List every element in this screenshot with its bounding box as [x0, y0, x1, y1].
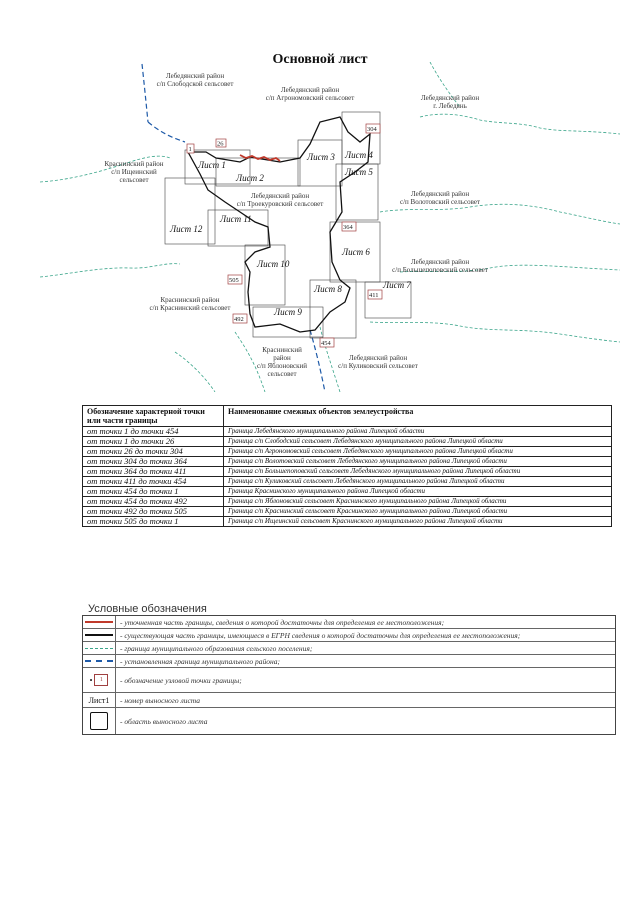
- column-header-point: Обозначение характерной точки или части границы: [83, 406, 224, 427]
- point-label: 492: [234, 316, 244, 323]
- region-label: с/п Слободской сельсовет: [156, 80, 234, 88]
- cell-range: от точки 454 до точки 492: [83, 497, 224, 507]
- legend-text: - установленная граница муниципального района;: [120, 656, 280, 666]
- refined-boundary: [240, 155, 280, 161]
- sheet-label: Лист 1: [198, 160, 226, 170]
- adjacency-table-wrapper: [82, 405, 612, 527]
- sheet-label: Лист 11: [220, 214, 252, 224]
- region-label: с/п Большепоповский сельсовет: [392, 266, 488, 274]
- point-label: 505: [229, 277, 239, 284]
- point-label: 411: [369, 292, 379, 299]
- region-label: сельсовет: [119, 176, 149, 184]
- cell-range: от точки 1 до точки 454: [83, 427, 224, 437]
- point-label: 304: [367, 126, 377, 133]
- cell-range: от точки 1 до точки 26: [83, 437, 224, 447]
- legend-row: [83, 642, 615, 655]
- cell-name: Граница с/п Слободский сельсовет Лебедянского муниципального района Липецкой области: [224, 437, 612, 447]
- region-label: Лебедянский район: [348, 354, 408, 362]
- point-411: [368, 290, 382, 299]
- region-label: Краснинский: [262, 346, 302, 354]
- point-label: 364: [343, 224, 353, 231]
- settlement-boundary: [40, 264, 180, 277]
- table-row: [83, 477, 612, 487]
- legend-row: [83, 708, 615, 734]
- point-label: 26: [217, 140, 224, 148]
- point-364: [342, 222, 356, 231]
- region-label: с/п Волотовский сельсовет: [399, 198, 481, 206]
- point-304: [366, 124, 380, 133]
- legend-row: [83, 655, 615, 668]
- region-label: с/п Ищеинский: [111, 168, 157, 176]
- settlement-boundary: [420, 114, 620, 134]
- legend-row: [83, 693, 615, 708]
- red-line-icon: [83, 616, 116, 628]
- black-line-icon: [83, 629, 116, 641]
- sheet-label: Лист 7: [383, 280, 411, 290]
- legend-title: Условные обозначения: [88, 603, 207, 615]
- map-title: Основной лист: [272, 52, 368, 67]
- table-row: [83, 507, 612, 517]
- sheet-label: Лист 12: [170, 224, 203, 234]
- table-row: [83, 447, 612, 457]
- point-492: [233, 314, 247, 323]
- cell-name: Граница с/п Большепоповский сельсовет Лебедянского муниципального района Липецкой области: [224, 467, 612, 477]
- legend-text: - уточненная часть границы, сведения о которой достаточны для определения ее местоположения;: [120, 617, 445, 627]
- cell-range: от точки 364 до точки 411: [83, 467, 224, 477]
- table-header-row: [83, 406, 612, 427]
- cell-range: от точки 454 до точки 1: [83, 487, 224, 497]
- table-row: [83, 517, 612, 527]
- point-box-label: 1: [94, 674, 108, 686]
- region-label: Лебедянский район: [250, 192, 310, 200]
- sheet-label: Лист 9: [274, 307, 302, 317]
- legend-text: - номер выносного листа: [120, 695, 201, 705]
- cell-range: от точки 505 до точки 1: [83, 517, 224, 527]
- district-boundary: [142, 64, 148, 122]
- region-label: Лебедянский район: [410, 190, 470, 198]
- table-row: [83, 497, 612, 507]
- column-header-object: Наименование смежных объектов землеустройства: [224, 406, 612, 427]
- table-row: [83, 427, 612, 437]
- sheet-label: Лист 10: [257, 259, 290, 269]
- cell-range: от точки 492 до точки 505: [83, 507, 224, 517]
- cell-name: Граница с/п Краснинский сельсовет Краснинского муниципального района Липецкой области: [224, 507, 612, 517]
- point-505: [228, 275, 242, 284]
- region-label: Лебедянский район: [410, 258, 470, 266]
- region-label: район: [273, 354, 291, 362]
- cell-range: от точки 26 до точки 304: [83, 447, 224, 457]
- cell-name: Граница с/п Ищеинский сельсовет Краснинского муниципального района Липецкой области: [224, 517, 612, 527]
- legend-row: [83, 668, 615, 693]
- region-labels: [105, 72, 488, 378]
- cell-name: Граница Лебедянского муниципального района Липецкой области: [224, 427, 612, 437]
- sheet-label: Лист 3: [307, 152, 335, 162]
- table-row: [83, 467, 612, 477]
- sheet-area-10: [245, 245, 285, 305]
- table-row: [83, 437, 612, 447]
- point-label: 1: [188, 146, 192, 153]
- blue-dashed-line-icon: [83, 655, 116, 667]
- cell-name: Граница Краснинского муниципального района Липецкой области: [224, 487, 612, 497]
- region-label: с/п Троекуровский сельсовет: [236, 200, 324, 208]
- settlement-boundary: [175, 352, 215, 392]
- sheet-label: Лист 6: [342, 247, 370, 257]
- legend-row: [83, 629, 615, 642]
- sheet-label: Лист 8: [314, 284, 342, 294]
- sheet-label: Лист 5: [345, 167, 373, 177]
- cell-range: от точки 411 до точки 454: [83, 477, 224, 487]
- legend: [82, 615, 616, 735]
- cell-range: от точки 304 до точки 364: [83, 457, 224, 467]
- region-label: сельсовет: [267, 370, 297, 378]
- point-454: [320, 338, 334, 347]
- settlement-boundary: [380, 204, 620, 224]
- settlement-boundary: [370, 322, 620, 342]
- adjacency-table: [82, 405, 612, 527]
- table-row: [83, 487, 612, 497]
- sheet-area-icon: [83, 708, 116, 734]
- sheet-label: Лист 4: [345, 150, 373, 160]
- region-label: Лебедянский район: [420, 94, 480, 102]
- legend-text: - граница муниципального образования сельского поселения;: [120, 643, 313, 653]
- region-label: Лебедянский район: [280, 86, 340, 94]
- region-label: с/п Агрономовский сельсовет: [265, 94, 355, 102]
- legend-row: [83, 616, 615, 629]
- point-box-icon: • 1: [83, 668, 116, 692]
- point-26: [216, 139, 226, 148]
- region-label: с/п Куликовский сельсовет: [338, 362, 418, 370]
- point-1: [187, 144, 194, 153]
- legend-text: - существующая часть границы, имеющиеся в ЕГРН сведения о которой достаточны для определения ее местоположения;: [120, 630, 521, 640]
- sheet-number-icon: [83, 693, 116, 707]
- green-dashed-line-icon: [83, 642, 116, 654]
- region-label: с/п Краснинский сельсовет: [149, 304, 231, 312]
- cell-name: Граница с/п Волотовский сельсовет Лебедянского муниципального района Липецкой области: [224, 457, 612, 467]
- region-label: Краснинский район: [104, 160, 164, 168]
- sheet-number-mark: Лист1: [88, 695, 110, 705]
- region-label: Лебедянский район: [165, 72, 225, 80]
- legend-text: - обозначение узловой точки границы;: [120, 675, 242, 685]
- sheet-area-3: [298, 140, 342, 186]
- cell-name: Граница с/п Яблоновский сельсовет Краснинского муниципального района Липецкой области: [224, 497, 612, 507]
- region-label: г. Лебедянь: [433, 102, 467, 110]
- sheet-label: Лист 2: [236, 173, 264, 183]
- region-label: Краснинский район: [160, 296, 220, 304]
- cell-name: Граница с/п Куликовский сельсовет Лебедянского муниципального района Липецкой области: [224, 477, 612, 487]
- point-label: 454: [321, 340, 331, 347]
- overview-map: [40, 62, 620, 392]
- legend-text: - область выносного листа: [120, 716, 208, 726]
- cell-name: Граница с/п Агрономовский сельсовет Лебедянского муниципального района Липецкой области: [224, 447, 612, 457]
- district-boundary: [148, 122, 185, 142]
- region-label: с/п Яблоновский: [256, 362, 308, 370]
- table-row: [83, 457, 612, 467]
